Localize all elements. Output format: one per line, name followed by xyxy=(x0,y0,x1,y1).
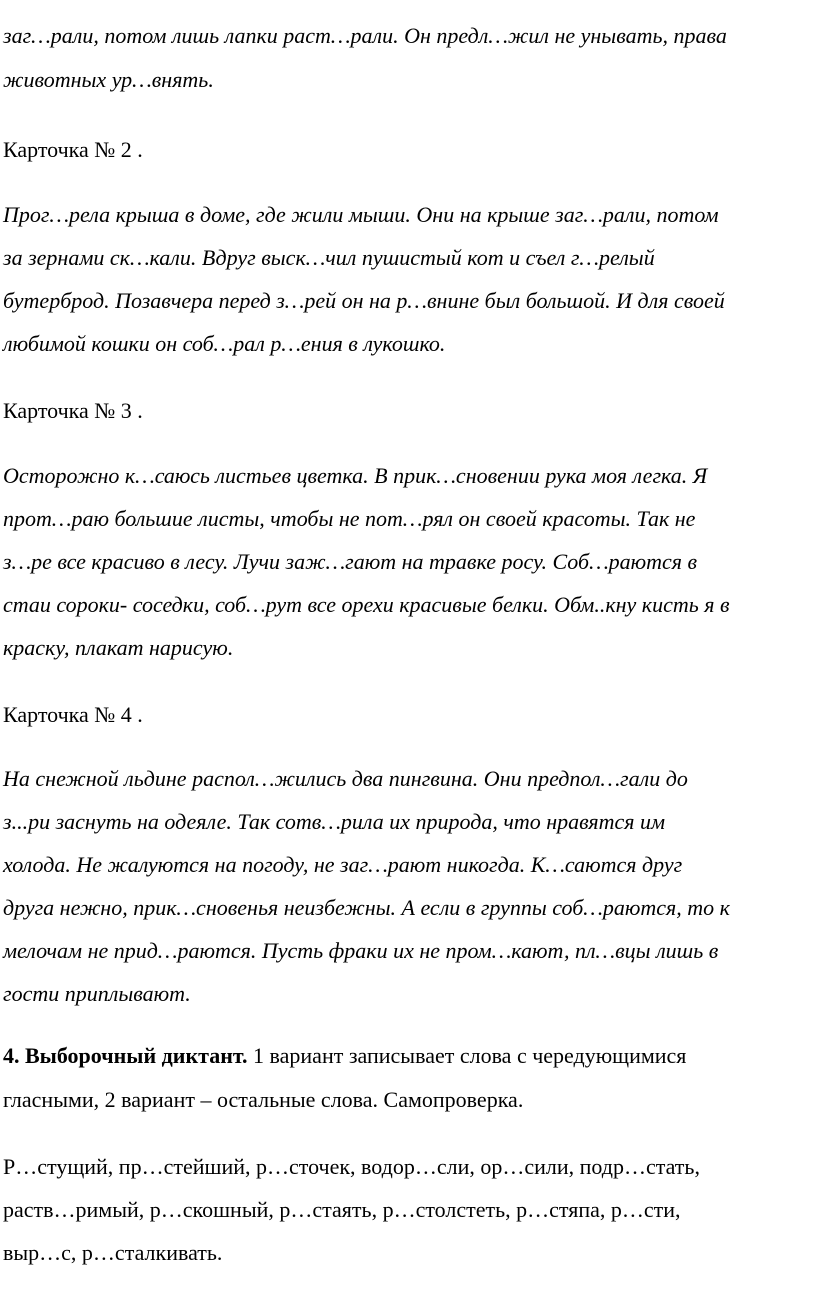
card3-line: краску, плакат нарисую. xyxy=(3,635,234,660)
words-line: выр…с, р…сталкивать. xyxy=(3,1240,223,1265)
card2-line: бутерброд. Позавчера перед з…рей он на р…внине был большой. И для своей xyxy=(3,288,725,313)
task4-line: гласными, 2 вариант – остальные слова. Самопроверка. xyxy=(3,1087,524,1112)
card2-line: любимой кошки он соб…рал р…ения в лукошко. xyxy=(3,331,446,356)
card4-line: мелочам не прид…раются. Пусть фраки их не пром…кают, пл…вцы лишь в xyxy=(3,938,719,963)
task4-text: 1 вариант записывает слова с чередующимися xyxy=(247,1043,687,1068)
card3-line: стаи сороки- соседки, соб…рут все орехи красивые белки. Обм..кну кисть я в xyxy=(3,592,730,617)
card3-heading: Карточка № 3 . xyxy=(3,398,143,423)
card4-line: На снежной льдине распол…жились два пингвина. Они предпол…гали до xyxy=(3,766,688,791)
words-line: раств…римый, р…скошный, р…стаять, р…столстеть, р…стяпа, р…сти, xyxy=(3,1197,681,1222)
card4-line: друга нежно, прик…сновенья неизбежны. А если в группы соб…раются, то к xyxy=(3,895,730,920)
fragment-line: животных ур…внять. xyxy=(3,67,214,92)
card3-line: Осторожно к…саюсь листьев цветка. В прик…сновении рука моя легка. Я xyxy=(3,463,708,488)
task4-line xyxy=(3,1041,686,1071)
card3-line: прот…раю большие листы, чтобы не пот…рял он своей красоты. Так не xyxy=(3,506,696,531)
card2-line: за зернами ск…кали. Вдруг выск…чил пушистый кот и съел г…релый xyxy=(3,245,655,270)
card2-line: Прог…рела крыша в доме, где жили мыши. Они на крыше заг…рали, потом xyxy=(3,202,719,227)
card4-line: холода. Не жалуются на погоду, не заг…рают никогда. К…саются друг xyxy=(3,852,683,877)
card4-heading: Карточка № 4 . xyxy=(3,702,143,727)
task4-title: 4. Выборочный диктант. xyxy=(3,1043,248,1068)
card2-heading: Карточка № 2 . xyxy=(3,137,143,162)
words-line: Р…стущий, пр…стейший, р…сточек, водор…сли, ор…сили, подр…стать, xyxy=(3,1154,700,1179)
card4-line: з...ри заснуть на одеяле. Так сотв…рила их природа, что нравятся им xyxy=(3,809,666,834)
card4-line: гости приплывают. xyxy=(3,981,191,1006)
card3-line: з…ре все красиво в лесу. Лучи заж…гают на травке росу. Соб…раются в xyxy=(3,549,698,574)
fragment-line: заг…рали, потом лишь лапки раст…рали. Он предл…жил не унывать, права xyxy=(3,23,727,48)
